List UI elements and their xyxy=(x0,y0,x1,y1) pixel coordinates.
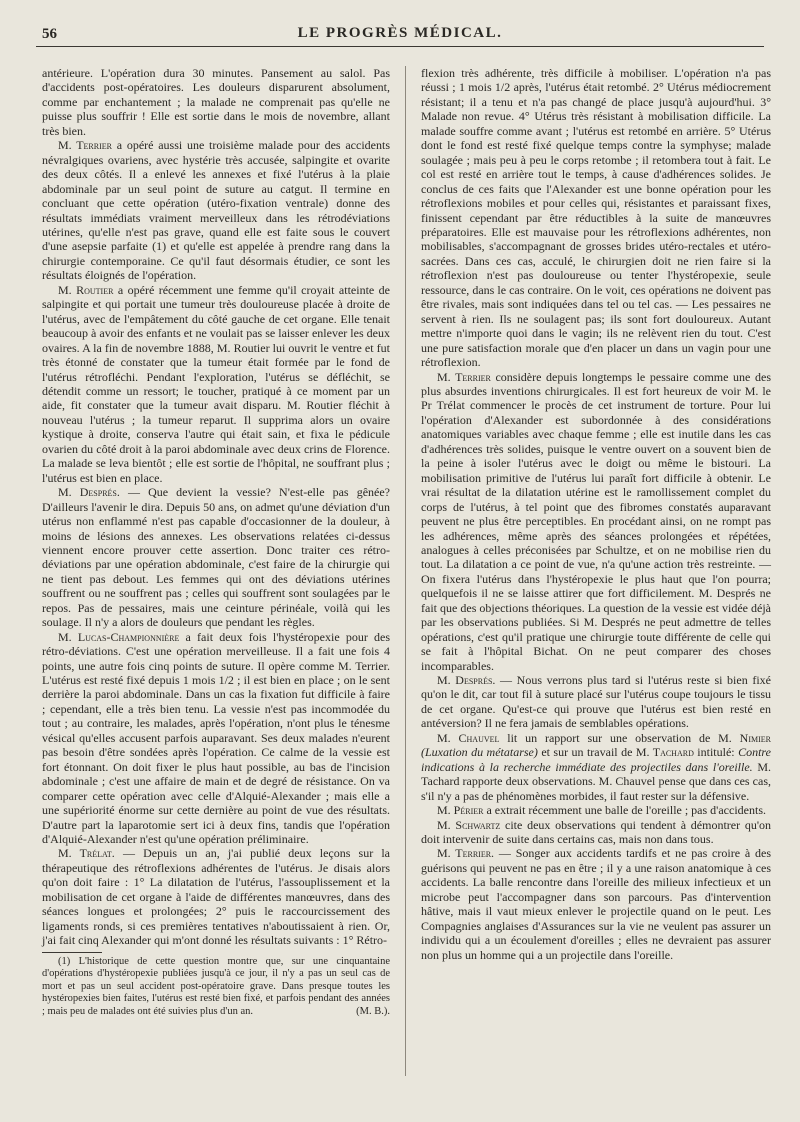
footnote-rule xyxy=(42,952,102,953)
paragraph xyxy=(421,846,771,962)
paragraph xyxy=(421,731,771,803)
paragraph-text: a extrait récemment une balle de l'oreille ; pas d'accidents. xyxy=(483,803,766,818)
column-divider xyxy=(405,66,406,1076)
paragraph-text: a opéré aussi une troisième malade pour des accidents névralgiques ovariens, avec hystérie très accusée, salpingite et ovarite des deux côtés. Il a enlevé les annexes et fixé l'utérus à la plaie abdominale par un seul point de suture au catgut. Il termine en concluant que cette opération (utéro-fixation ventrale) donne des résultats immédiats vraiment merveilleux dans les rétrodéviations utérines, qu'elle n'est pas grave, quand elle est faite sous le couvert d'une asepsie parfaite (1) et qu'elle est appelée à prendre rang dans la chirurgie contemporaine. Ce qu'il faut désormais étudier, ce sont les résultats éloignés de l'opération. xyxy=(42,138,390,283)
paragraph xyxy=(42,283,390,485)
speaker-name: M. Périer xyxy=(437,803,484,818)
paragraph xyxy=(421,673,771,731)
speaker-name: M. Routier xyxy=(58,282,114,297)
paragraph xyxy=(42,846,390,947)
speaker-name: M. Tachard xyxy=(635,745,694,760)
paragraph xyxy=(42,138,390,283)
paragraph-text: et sur un travail de xyxy=(537,745,636,760)
paragraph-text: M. Tachard rapporte deux observations. M. Chauvel pense que dans ces cas, s'il n'y a pas de phénomènes morbides, il faut rester sur la défensive. xyxy=(421,759,772,803)
paragraph-text: antérieure. L'opération dura 30 minutes. Pansement au salol. Pas d'accidents post-opératoires. Les douleurs disparurent absolument, comme par enchantement ; la malade ne comprenait pas qu'elle ne puisse plus souffrir ! Elle est sortie dans le mois de novembre, allant très bien. xyxy=(42,66,390,138)
speaker-name: M. Lucas-Championnière xyxy=(58,629,180,644)
speaker-name: M. Després. xyxy=(437,673,496,688)
speaker-name: M. Schwartz xyxy=(437,817,501,832)
page-number: 56 xyxy=(42,26,57,42)
paragraph xyxy=(421,818,771,847)
paragraph-text: (Luxation du métatarse) xyxy=(421,745,538,760)
running-title: LE PROGRÈS MÉDICAL. xyxy=(297,25,503,41)
paragraph-text: — Songer aux accidents tardifs et ne pas croire à des guérisons qui peuvent ne pas en être ; il y a une raison anatomique à ces accidents. La balle rencontre dans l'oreille des milieux infectieux et un microbe peut l'accompagner dans son parcours. Pas d'intervention hâtive, mais il vaut mieux enlever le projectile quand on le peut. Les Compagnies anglaises d'Assurances sur la vie ne veulent pas assurer un individu qui a un écoulement d'oreilles ; elles ne devraient pas assurer non plus un homme qui a un projectile dans l'oreille. xyxy=(421,846,772,962)
paragraph-text: flexion très adhérente, très difficile à mobiliser. L'opération n'a pas réussi ; 1 mois 1/2 après, l'utérus était retombé. 2° Utérus médiocrement résistant; il a tenu et n'a pas changé de place jusqu'à aujourd'hui. 3° Malade non revue. 4° Utérus très résistant à mobilisation difficile. La malade souffre comme avant ; l'utérus est retombé en arrière. 5° Utérus dont le fond est resté fixé quelque temps contre la symphyse; malade soulagée ; mais peu à peu le corps retombe ; il retombera tout à fait. Le col est resté en arrière tout le temps, à cause d'adhérences solides. Je conclus de ces faits que l'Alexander est une bonne opération pour les rétroflexions mobiles et pour celles qui, résistantes et paraissant fixes, finissent cependant par être réductibles à la suite de manœuvres préparatoires. Elle est mauvaise pour les rétroflexions adhérentes, non mobilisables, s'accompagnant de grosses brides utéro-rectales et utéro-sacrées. Dans ces cas, acculé, le chirurgien doit ne rien faire si la rétroflexion n'est pas douloureuse ou tenter l'hystéropexie, seule ressource, dans le cas contraire. On le voit, ces opérations ne doivent pas être rivales, mais sont indiquées dans tel ou tel cas. — Les pessaires ne servent à rien. Ils ne soulagent pas; ils sont fort douloureux. Autant mettre n'importe quoi dans le vagin; ils ne relèvent rien du tout. C'est une pure satisfaction morale que d'en placer un dans un vagin pour une rétroflexion. xyxy=(421,66,771,370)
speaker-name: M. Terrier. xyxy=(437,846,495,861)
footnote xyxy=(42,956,390,1019)
paragraph-text: — Nous verrons plus tard si l'utérus reste si bien fixé qu'on le dit, car tout fil à suture placé sur l'utérus coupe toujours le tissu de cet organe. Qu'est-ce qui prouve que l'utérus est bien resté en antéversion? Il ne fera jamais de semblables opérations. xyxy=(421,673,771,731)
speaker-name: M. Nimier xyxy=(718,730,771,745)
speaker-name: M. Chauvel xyxy=(437,730,500,745)
paragraph-text: a opéré récemment une femme qu'il croyait atteinte de salpingite et qui portait une tumeur très douloureuse placée à droite de l'utérus, avec de l'empâtement du côté gauche de cet organe. Elle tenait beaucoup à avoir des enfants et ne voulait pas se laisser enlever les deux ovaires. A la fin de novembre 1888, M. Routier lui ouvrit le ventre et fut très étonné de constater que la tumeur était formée par le fond de l'utérus rétrofléchi. Pendant l'exploration, l'utérus se défléchit, se détendit comme un ressort; le toucher, pratiqué à ce moment par un aide, fit constater que la tumeur avait disparu. M. Routier fléchit à nouveau l'utérus ; la tumeur reparut. Il supprima alors un ovaire kystique à droite, conserva l'autre qui était sain, et fixa le pédicule ovarien du côté droit à la paroi abdominale avec deux crins de Florence. La malade se leva bientôt ; elle est sortie de l'hôpital, ne souffrant plus ; l'utérus est bien en place. xyxy=(42,282,390,485)
footnote-signature: (M. B.). xyxy=(356,1005,390,1017)
speaker-name: M. Després. xyxy=(58,485,120,500)
speaker-name: M. Terrier xyxy=(437,369,491,384)
paragraph xyxy=(421,370,771,674)
paragraph xyxy=(421,66,771,370)
right-column xyxy=(421,66,771,962)
paper-title: Contre indications à la recherche immédiate des projectiles dans l'oreille. xyxy=(421,745,771,774)
paragraph xyxy=(42,66,390,138)
paragraph-text: — Que devient la vessie? N'est-elle pas gênée? D'ailleurs l'avenir le dira. Depuis 50 ans, on admet qu'une déviation d'un utérus non enflammé n'est pas capable d'occasionner de la douleur, à moins de lésions des annexes. Les observations relatées ci-dessus viennent encore prouver cette assertion. Donc traiter ces rétro-déviations par une opération abdominale, c'est faire de la chirurgie qui ne tient pas debout. Les femmes qui ont des déviations utérines souffrent ou ne souffrent pas ; celles qui souffrent sont soulagées par le repos. Pas de pessaires, mais une ceinture périnéale, voilà qui les soulage. Il n'y a alors de douleurs que pendant les règles. xyxy=(42,485,390,630)
paragraph-text: a fait deux fois l'hystéropexie pour des rétro-déviations. C'est une opération merveilleuse. Il a fait une fois 4 points, une autre fois cinq points de suture. Il opère comme M. Terrier. L'utérus est resté fixé depuis 1 mois 1/2 ; il est bien en place ; on le sent derrière la paroi abdominale. Dans un cas la fixation fut difficile à faire ; cependant, elle a très bien tenu. La vessie n'est pas incommodée du tout ; au contraire, les malades, après l'opération, n'ont plus le ténesme vésical qu'elles accusent parfois auparavant. Ses deux malades n'eurent pas besoin d'être sondées après l'opération. Ce calme de la vessie est fort étonnant. On doit fixer le plus haut possible, au bas de l'incision abdominale ; c'est une affaire de main et de degré de résistance. On va comparer cette opération avec celle d'Alquié-Alexander ; mais elle a une supériorité énorme sur cette dernière au point de vue des résultats. D'autre part la laparotomie sert ici à deux fins, tandis que l'opération d'Alquié-Alexander n'est qu'une opération préliminaire. xyxy=(42,629,390,847)
paragraph xyxy=(42,485,390,630)
paragraph-text: considère depuis longtemps le pessaire comme une des plus absurdes inventions chirurgicales. Il est fort heureux de voir M. le Pr Trélat commencer le procès de cet instrument de torture. Pour lui l'opération d'Alexander est subordonnée à des considérations anatomiques variables avec chaque femme ; elle est inutile dans les cas d'adhérences très solides, puisque le ventre ouvert on a souvent bien de la peine à isoler l'utérus avec le doigt ou même le bistouri. La mobilisation primitive de l'utérus lui paraît fort difficile à obtenir. Le vrai résultat de la dilatation utérine est le ramollissement complet du corps de l'utérus, à tel point que des fibromes constatés auparavant peuvent ne plus être perceptibles. En procédant ainsi, on ne rompt pas les adhérences, même après des séances prolongées et répétées, analogues à celles préconisées par Schultze, et on ne mobilise rien du tout. La dilatation a ce point de vue, n'a qu'une action très restreinte. — On fixera l'utérus dans l'hystéropexie le plus haut que l'on pourra; quelquefois il ne se laisse attirer que fort difficilement. M. Després ne fait que des objections théoriques. La question de la vessie est vidée déjà par les observations publiées. Si M. Després ne peut admettre de telles opérations, c'est qu'il pratique une chirurgie toute différente de celle qui se fait à l'hôpital Bichat. On ne peut comparer des choses incomparables. xyxy=(421,369,771,673)
paragraph-text: lit un rapport sur une observation de xyxy=(499,730,719,745)
footnote-text: (1) L'historique de cette question montre que, sur une cinquantaine d'opérations d'hystéropexie publiées jusqu'à ce jour, il n'y a pas un seul cas de mort et pas un seul accident post-opératoire grave. Dans presque toutes les hystéropexies bien faites, l'utérus est resté bien fixé, et parfois pendant des années ; mais peu de malades ont été suivies plus d'un an. xyxy=(42,955,390,1017)
paragraph xyxy=(421,803,771,817)
paragraph xyxy=(42,630,390,847)
page-header xyxy=(36,24,764,47)
paragraph-text: — Depuis un an, j'ai publié deux leçons sur la thérapeutique des rétroflexions adhérentes de l'utérus. Je disais alors qu'on doit faire : 1° La dilatation de l'utérus, l'assouplissement et la mobilisation de cet organe à l'aide de différentes manœuvres, dans des séances longues et prolongées; 2° puis le raccourcissement des ligaments ronds, si ces premières tentatives n'aboutissaient à rien. Or, j'ai fait cinq Alexander qui m'ont donné les résultats suivants : 1° Rétro- xyxy=(42,846,390,948)
speaker-name: M. Terrier xyxy=(58,138,112,153)
paragraph-text: intitulé: xyxy=(693,745,739,760)
left-column xyxy=(42,66,390,1018)
paragraph-text: cite deux observations qui tendent à démontrer qu'on doit intervenir de suite dans certains cas, mais non dans tous. xyxy=(421,817,771,847)
speaker-name: M. Trélat. xyxy=(58,846,115,861)
